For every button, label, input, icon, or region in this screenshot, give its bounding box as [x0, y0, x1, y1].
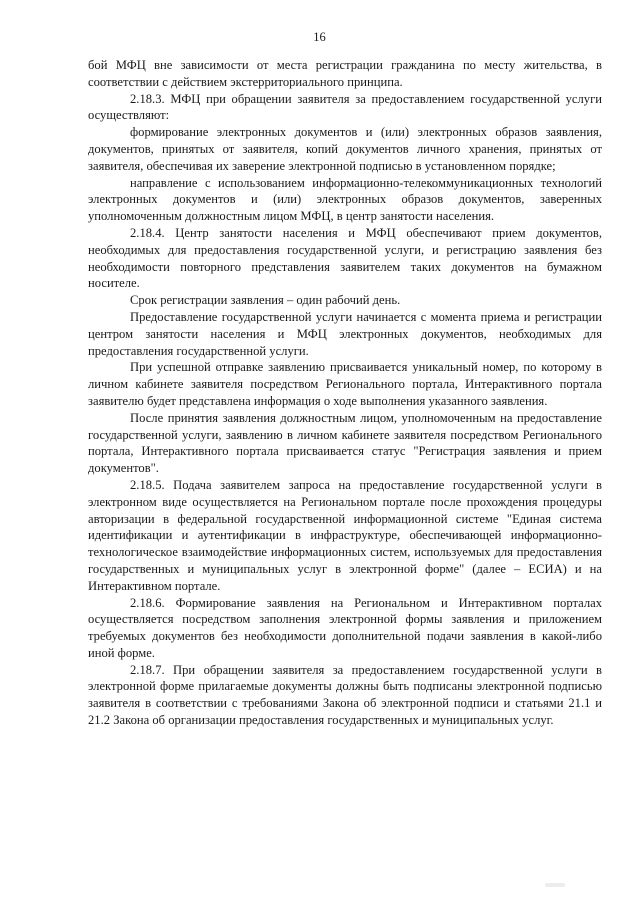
page-number: 16 [313, 30, 326, 44]
paragraph-unique-number: При успешной отправке заявлению присваивается уникальный номер, по которому в личном кабинете заявителя посредством Регионального портала, Интерактивного портала заявителю будет представлена информация о ходе выполнения указанного заявления. [88, 360, 602, 408]
paragraph-2-18-7: 2.18.7. При обращении заявителя за предоставлением государственной услуги в электронной форме прилагаемые документы должны быть подписаны электронной подписью заявителя в соответствии с требованиями Закона об электронной подписи и статьями 21.1 и 21.2 Закона об организации предоставления государственных и муниципальных услуг. [88, 662, 602, 728]
paragraph-status-assignment: После принятия заявления должностным лицом, уполномоченным на предоставление государственной услуги, заявлению в личном кабинете заявителя посредством Регионального портала, Интерактивного портала присваивается статус "Регистрация заявления и прием документов". [88, 410, 602, 476]
paragraph-list-item-forming: формирование электронных документов и (или) электронных образов заявления, документов, принятых от заявителя, копий документов личного хранения, принятых от заявителя, обеспечивая их заверение электронной подписью в установленном порядке; [88, 125, 602, 173]
paragraph-2-18-4: 2.18.4. Центр занятости населения и МФЦ обеспечивают прием документов, необходимых для предоставления государственной услуги, и регистрацию заявления без необходимости повторного представления заявителем таких документов на бумажном носителе. [88, 225, 602, 291]
scan-speck [545, 883, 565, 887]
paragraph-registration-term: Срок регистрации заявления – один рабочий день. [130, 293, 401, 308]
paragraph-2-18-3: 2.18.3. МФЦ при обращении заявителя за предоставлением государственной услуги осуществляют: [88, 91, 602, 123]
paragraph-list-item-sending: направление с использованием информационно-телекоммуникационных технологий электронных документов и (или) электронных образов документов, заверенных уполномоченным должностным лицом МФЦ, в центр занятости населения. [88, 175, 602, 224]
document-body [88, 57, 602, 729]
paragraph-2-18-5: 2.18.5. Подача заявителем запроса на предоставление государственной услуги в электронном виде осуществляется на Региональном портале после прохождения процедуры авторизации в федеральной государственной информационной системе "Единая система идентификации и аутентификации в инфраструктуре, обеспечивающей информационно-технологическое взаимодействие информационных систем, используемых для предоставления государственных и муниципальных услуг в электронной форме" (далее – ЕСИА) и на Интерактивном портале. [88, 477, 602, 593]
paragraph-continuation: бой МФЦ вне зависимости от места регистрации гражданина по месту жительства, в соответствии с действием экстерриториального принципа. [88, 58, 602, 89]
paragraph-2-18-6: 2.18.6. Формирование заявления на Региональном и Интерактивном порталах осуществляется посредством заполнения электронной формы заявления и приложением требуемых документов без необходимости дополнительной подачи заявления в какой-либо иной форме. [88, 595, 602, 660]
paragraph-service-start: Предоставление государственной услуги начинается с момента приема и регистрации центром занятости населения и МФЦ электронных документов, необходимых для предоставления государственной услуги. [88, 309, 602, 358]
